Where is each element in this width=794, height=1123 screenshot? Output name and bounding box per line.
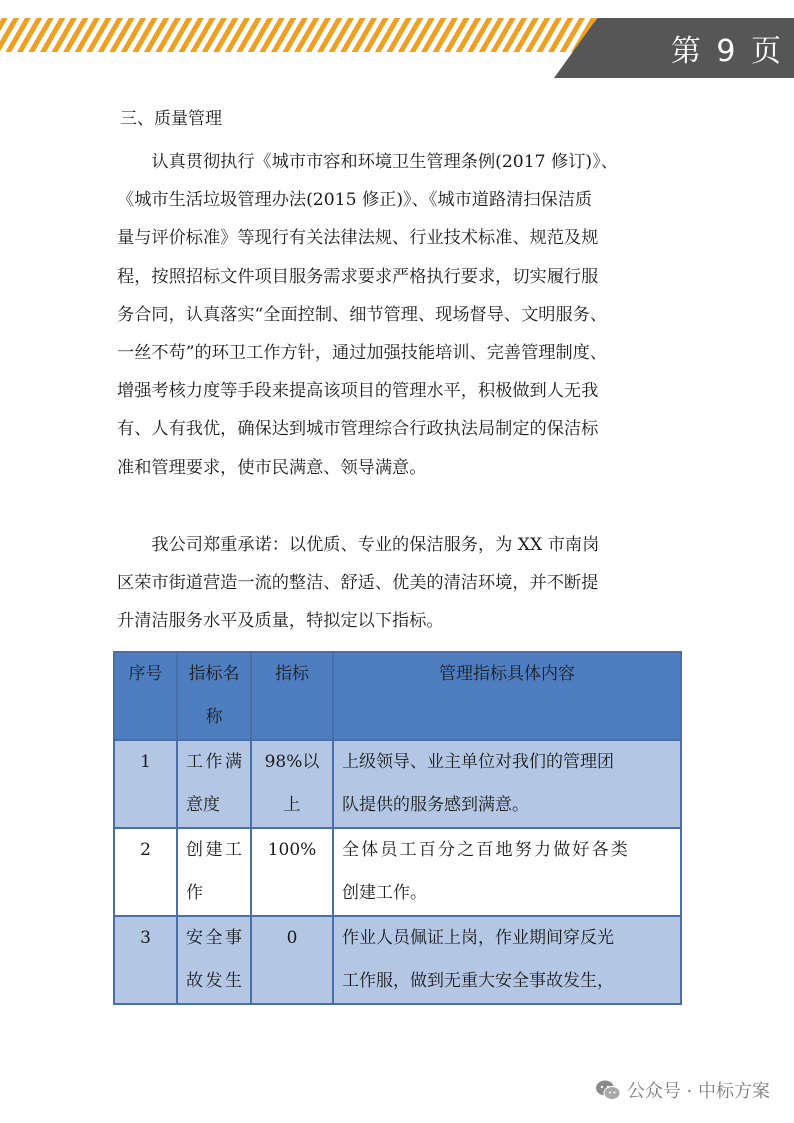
watermark [595, 1077, 770, 1103]
table-row [114, 740, 681, 828]
paragraph-line: 我公司郑重承诺：以优质、专业的保洁服务，为 XX 市南岗 [151, 535, 600, 555]
paragraph-line: 准和管理要求，使市民满意、领导满意。 [117, 457, 427, 478]
row-detail [333, 828, 681, 916]
header-no: 序号 [114, 652, 177, 740]
row-value-line1: 0 [286, 928, 298, 948]
row-value [251, 916, 333, 1004]
paragraph-line: 务合同，认真落实“全面控制、细节管理、现场督导、文明服务、 [117, 304, 608, 325]
paragraph-line: 区荣市街道营造一流的整洁、舒适、优美的清洁环境，并不断提 [117, 573, 599, 594]
page-number-label: 第 9 页 [670, 34, 784, 69]
row-detail-line2: 创建工作。 [342, 883, 427, 903]
table-header-row [114, 652, 681, 740]
paragraph-line: 程，按照招标文件项目服务需求要求严格执行要求，切实履行服 [117, 266, 599, 287]
row-name [177, 740, 251, 828]
header-name-line2: 称 [205, 707, 223, 727]
wechat-icon [595, 1079, 621, 1101]
table-row [114, 828, 681, 916]
paragraph-quality-policy [117, 143, 687, 487]
paragraph-commitment [117, 526, 687, 641]
row-value-line1: 100% [267, 840, 317, 860]
row-detail-line1: 作业人员佩证上岗，作业期间穿反光 [342, 928, 614, 948]
row-name-line2: 意度 [186, 795, 220, 815]
row-name-line2: 作 [186, 883, 203, 903]
header-name-line1: 指标名 [188, 664, 240, 684]
paragraph-line: 认真贯彻执行《城市市容和环境卫生管理条例(2017 修订)》、 [151, 152, 618, 172]
row-detail-line1: 上级领导、业主单位对我们的管理团 [342, 752, 614, 772]
table-row [114, 916, 681, 1004]
paragraph-line: 《城市生活垃圾管理办法(2015 修正)》、《城市道路清扫保洁质 [117, 190, 593, 211]
row-no: 3 [114, 916, 177, 1004]
row-name [177, 828, 251, 916]
row-name [177, 916, 251, 1004]
row-value-line1: 98%以 [264, 752, 320, 772]
row-name-line1: 工作满 [186, 752, 242, 772]
header-name [177, 652, 251, 740]
row-detail-line2: 工作服，做到无重大安全事故发生， [342, 971, 614, 991]
header-value: 指标 [251, 652, 333, 740]
row-name-line2: 故发生 [186, 971, 242, 991]
watermark-text: 公众号 · 中标方案 [626, 1081, 770, 1102]
row-value [251, 740, 333, 828]
row-detail [333, 916, 681, 1004]
row-no: 2 [114, 828, 177, 916]
row-value [251, 828, 333, 916]
paragraph-line: 量与评价标准》等现行有关法律法规、行业技术标准、规范及规 [117, 228, 599, 249]
paragraph-line: 有、人有我优，确保达到城市管理综合行政执法局制定的保洁标 [117, 419, 599, 440]
row-no: 1 [114, 740, 177, 828]
paragraph-line: 增强考核力度等手段来提高该项目的管理水平，积极做到人无我 [117, 381, 599, 402]
row-value-line2: 上 [283, 795, 301, 815]
row-detail-line1: 全体员工百分之百地努力做好各类 [342, 840, 630, 860]
quality-index-table [113, 651, 682, 1005]
header-stripe-band [0, 18, 600, 52]
row-detail-line2: 队提供的服务感到满意。 [342, 795, 529, 815]
row-name-line1: 安全事 [186, 928, 242, 948]
row-name-line1: 创建工 [186, 840, 242, 860]
paragraph-line: 一丝不苟”的环卫工作方针，通过加强技能培训、完善管理制度、 [117, 343, 608, 364]
paragraph-line: 升清洁服务水平及质量，特拟定以下指标。 [117, 611, 444, 632]
header-detail: 管理指标具体内容 [333, 652, 681, 740]
row-detail [333, 740, 681, 828]
section-heading: 三、质量管理 [120, 109, 222, 129]
